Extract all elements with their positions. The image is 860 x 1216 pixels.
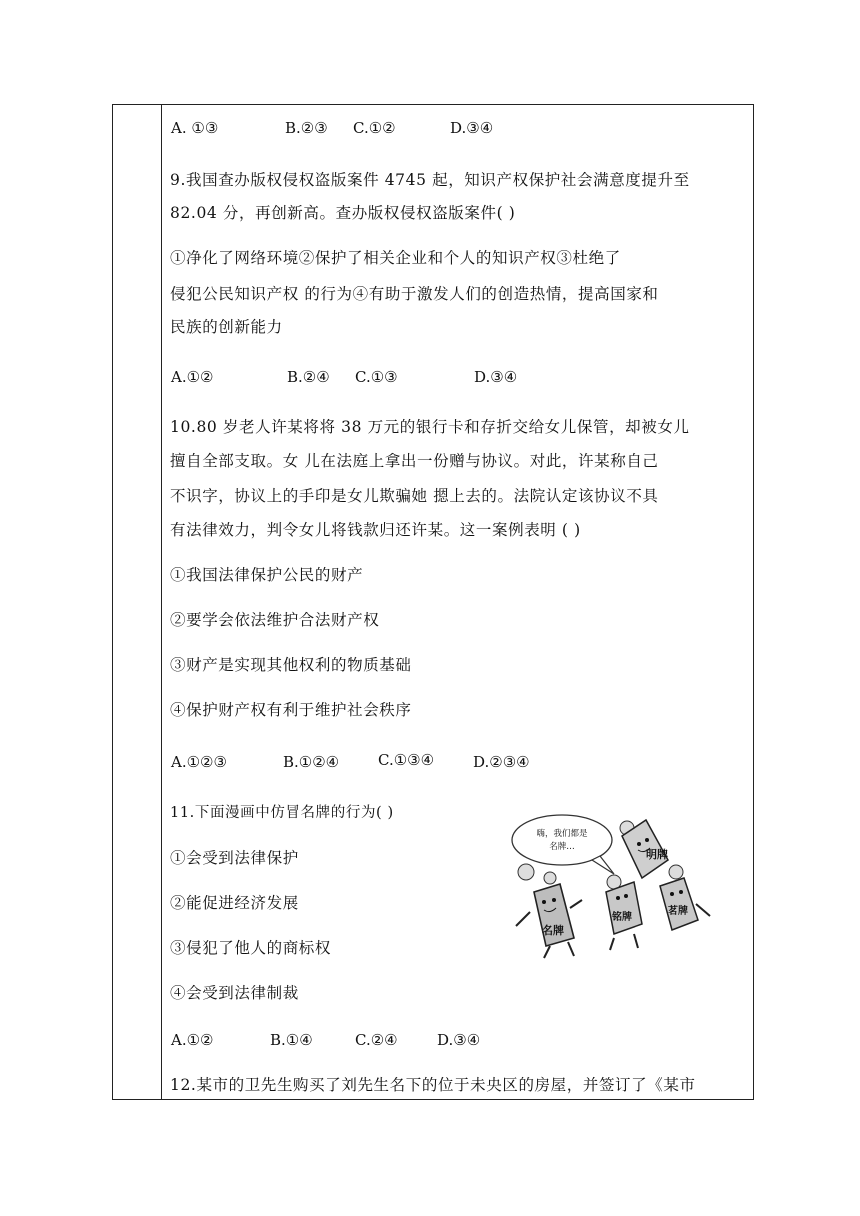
- q10-stem-line: 有法律效力，判令女儿将钱款归还许某。这一案例表明 ( ): [170, 521, 581, 539]
- q10-option-c: C.①③④: [378, 751, 435, 769]
- q9-statement-line: 侵犯公民知识产权 的行为④有助于激发人们的创造热情，提高国家和: [170, 285, 659, 303]
- q12-stem: 12.某市的卫先生购买了刘先生名下的位于未央区的房屋，并签订了《某市: [170, 1076, 696, 1094]
- tag-label: 名牌: [542, 924, 564, 937]
- q8-option-b: B.②③: [285, 119, 328, 137]
- q8-option-a: A. ①③: [171, 119, 219, 137]
- q10-statement: ③财产是实现其他权利的物质基础: [170, 656, 412, 674]
- q9-option-a: A.①②: [171, 368, 214, 386]
- q11-statement: ④会受到法律制裁: [170, 984, 299, 1002]
- q10-statement: ④保护财产权有利于维护社会秩序: [170, 701, 412, 719]
- q11-option-c: C.②④: [355, 1031, 398, 1049]
- q9-option-b: B.②④: [287, 368, 330, 386]
- counterfeit-brand-cartoon: [510, 808, 716, 960]
- q11-statement: ③侵犯了他人的商标权: [170, 939, 332, 957]
- tag-label: 茗牌: [668, 906, 688, 917]
- tag-label: 铭牌: [612, 912, 632, 923]
- q10-stem-line: 10.80 岁老人许某将将 38 万元的银行卡和存折交给女儿保管，却被女儿: [170, 418, 690, 436]
- q11-statement: ②能促进经济发展: [170, 894, 299, 912]
- bubble-text-line: 名牌…: [549, 842, 575, 852]
- left-column: [113, 105, 162, 1099]
- q9-stem-line: 82.04 分，再创新高。查办版权侵权盗版案件( ): [170, 204, 516, 222]
- q11-stem: 11.下面漫画中仿冒名牌的行为( ): [170, 805, 394, 821]
- q9-option-c: C.①③: [355, 368, 398, 386]
- q10-stem-line: 不识字，协议上的手印是女儿欺骗她 摁上去的。法院认定该协议不具: [170, 487, 659, 505]
- q9-statement-line: ①净化了网络环境②保护了相关企业和个人的知识产权③杜绝了: [170, 249, 621, 267]
- q11-statement: ①会受到法律保护: [170, 849, 299, 867]
- q10-option-a: A.①②③: [171, 753, 227, 771]
- q8-option-d: D.③④: [450, 119, 494, 137]
- q11-option-a: A.①②: [171, 1031, 214, 1049]
- q10-statement: ①我国法律保护公民的财产: [170, 566, 364, 584]
- bubble-text-line: 嗨，我们都是: [536, 829, 588, 839]
- q10-stem-line: 擅自全部支取。女 儿在法庭上拿出一份赠与协议。对此，许某称自己: [170, 452, 659, 470]
- q9-option-d: D.③④: [474, 368, 518, 386]
- q10-statement: ②要学会依法维护合法财产权: [170, 611, 380, 629]
- tag-label: 明牌: [646, 848, 668, 861]
- q10-option-b: B.①②④: [283, 753, 340, 771]
- q9-stem-line: 9.我国查办版权侵权盗版案件 4745 起，知识产权保护社会满意度提升至: [170, 171, 690, 189]
- q8-option-c: C.①②: [353, 119, 396, 137]
- q11-option-d: D.③④: [437, 1031, 481, 1049]
- q9-statement-line: 民族的创新能力: [170, 318, 283, 336]
- q10-option-d: D.②③④: [473, 753, 530, 771]
- q11-option-b: B.①④: [270, 1031, 313, 1049]
